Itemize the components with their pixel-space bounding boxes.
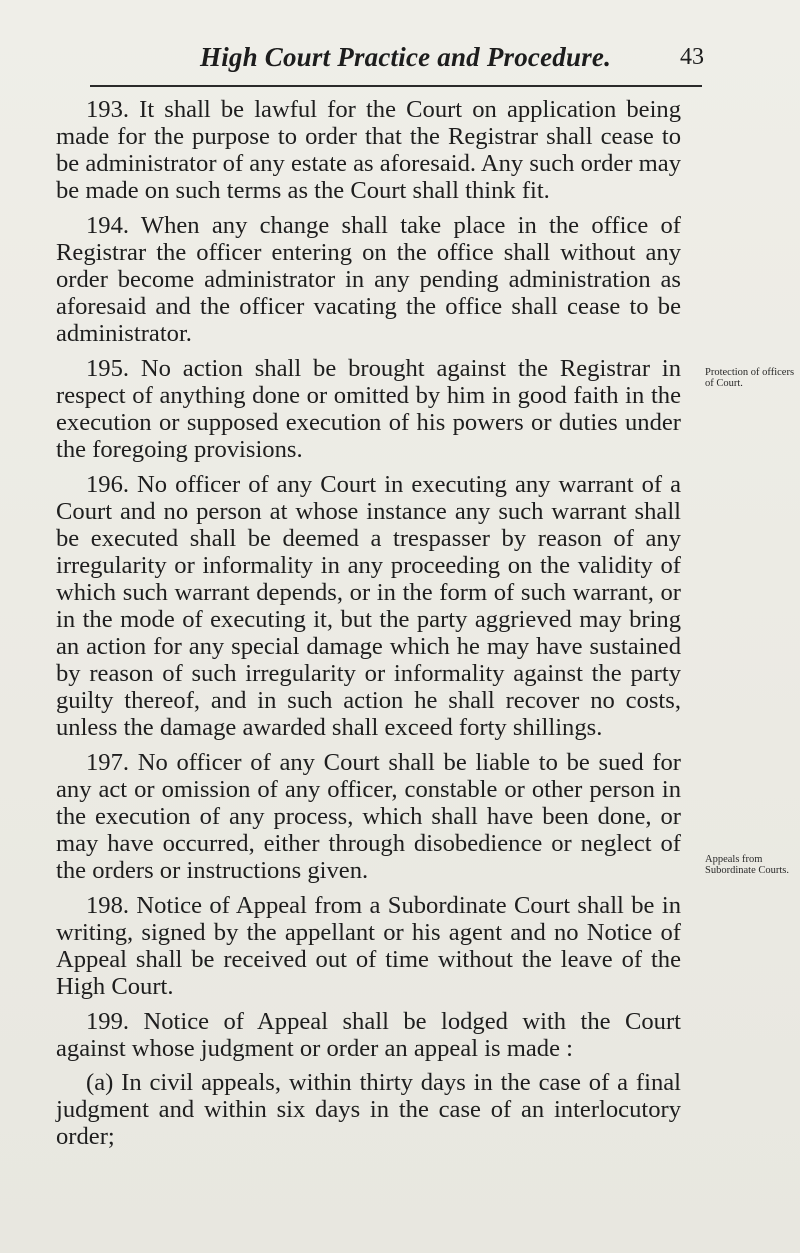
section-196: 196. No officer of any Court in executing any warrant of a Court and no person at whose instance any such warrant shall be executed shall be deemed a trespasser by reason of any irregularity or informality in any proceeding on the validity of which such warrant depends, or in the form of such warrant, or in the mode of executing it, but the party aggrieved may bring an action for any special damage which he may have sustained by reason of such irregularity or informality against the party guilty thereof, and in such action he shall recover no costs, unless the damage awarded shall exceed forty shillings. xyxy=(56,471,681,741)
section-199-a: (a) In civil appeals, within thirty days in the case of a final judgment and within six days in the case of an interlocutory order; xyxy=(56,1069,681,1150)
body-text xyxy=(56,96,681,1158)
margin-note-protection-of-officers: Protection of officers of Court. xyxy=(705,367,795,389)
running-head-title: High Court Practice and Procedure. xyxy=(200,42,612,72)
margin-note-appeals-from-subordinate-courts: Appeals from Subordinate Courts. xyxy=(705,854,789,876)
section-194: 194. When any change shall take place in the office of Registrar the officer entering on the office shall without any order become administrator in any pending administration as aforesaid and the officer vacating the office shall cease to be administrator. xyxy=(56,212,681,347)
header-rule xyxy=(90,85,702,87)
section-199: 199. Notice of Appeal shall be lodged with the Court against whose judgment or order an appeal is made : xyxy=(56,1008,681,1062)
section-193: 193. It shall be lawful for the Court on application being made for the purpose to order that the Registrar shall cease to be administrator of any estate as aforesaid. Any such order may be made on such terms as the Court shall think fit. xyxy=(56,96,681,204)
section-195: 195. No action shall be brought against the Registrar in respect of anything done or omitted by him in good faith in the execution or supposed execution of his powers or duties under the foregoing provisions. xyxy=(56,355,681,463)
page-number: 43 xyxy=(680,44,704,70)
section-198: 198. Notice of Appeal from a Subordinate Court shall be in writing, signed by the appellant or his agent and no Notice of Appeal shall be received out of time without the leave of the High Court. xyxy=(56,892,681,1000)
section-197: 197. No officer of any Court shall be liable to be sued for any act or omission of any officer, constable or other person in the execution of any process, which shall have been done, or may have occurred, either through disobedience or neglect of the orders or instructions given. xyxy=(56,749,681,884)
